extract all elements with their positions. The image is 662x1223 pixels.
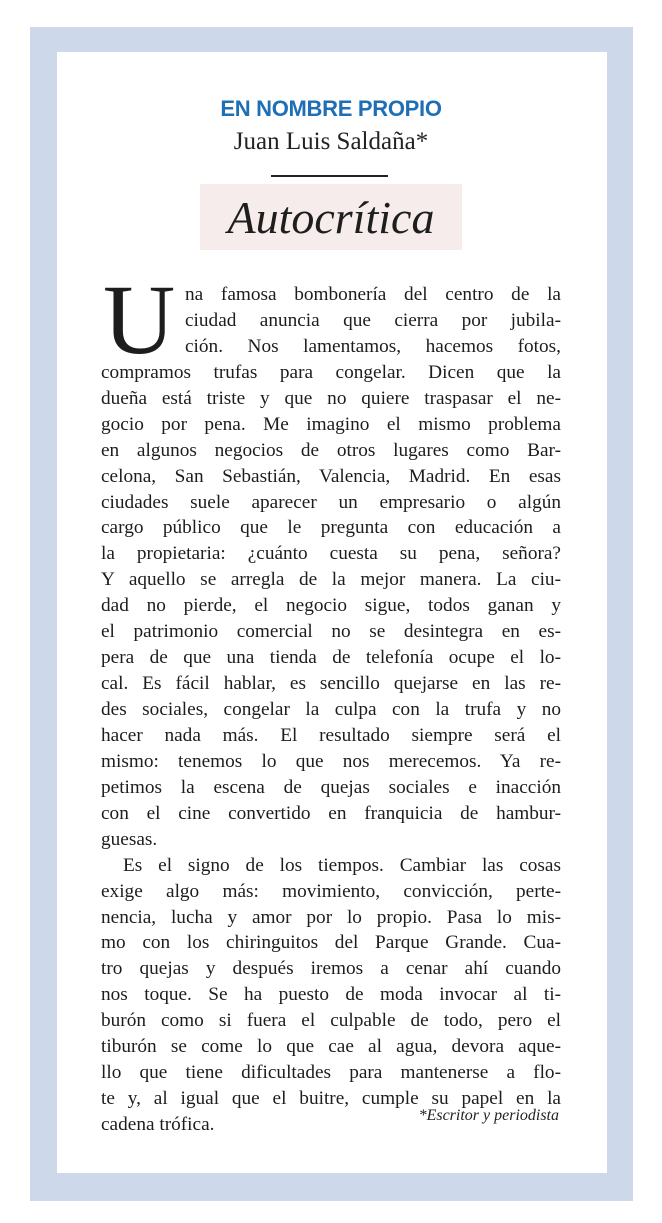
text-line: gocio por pena. Me imagino el mismo problema xyxy=(101,413,561,435)
text-line: con el cine convertido en franquicia de hambur- xyxy=(101,802,561,824)
text-line: cargo público que le pregunta con educación a xyxy=(101,517,561,539)
text-line: llo que tiene dificultades para mantenerse a flo- xyxy=(101,1062,561,1084)
text-line: ciudad anuncia que cierra por jubila- xyxy=(185,309,561,331)
article-body xyxy=(101,282,561,1138)
drop-cap: U xyxy=(103,264,176,375)
text-line: compramos trufas para congelar. Dicen que la xyxy=(101,361,561,383)
text-line: pera de que una tienda de telefonía ocupe el lo- xyxy=(101,647,561,669)
section-kicker: EN NOMBRE PROPIO xyxy=(220,96,442,121)
text-line: hacer nada más. El resultado siempre será el xyxy=(101,724,561,746)
text-line: petimos la escena de quejas sociales e inacción xyxy=(101,776,561,798)
text-line: ción. Nos lamentamos, hacemos fotos, xyxy=(185,335,561,357)
text-line: nencia, lucha y amor por lo propio. Pasa lo mis- xyxy=(101,906,561,928)
text-line: ciudades suele aparecer un empresario o algún xyxy=(101,491,561,513)
text-line: des sociales, congelar la culpa con la trufa y no xyxy=(101,699,561,720)
author-note: *Escritor y periodista xyxy=(418,1107,559,1124)
article-title: Autocrítica xyxy=(227,192,435,243)
text-line: mo con los chiringuitos del Parque Grande. Cua- xyxy=(101,932,561,954)
text-line: guesas. xyxy=(101,828,158,850)
text-line: Es el signo de los tiempos. Cambiar las cosas xyxy=(123,854,561,876)
text-line: el patrimonio comercial no se desintegra en es- xyxy=(101,621,561,643)
text-line: celona, San Sebastián, Valencia, Madrid. En esas xyxy=(101,465,561,487)
text-line: exige algo más: movimiento, convicción, perte- xyxy=(101,880,561,902)
text-line: te y, al igual que el buitre, cumple su papel en la xyxy=(101,1088,561,1110)
text-line: dueña está triste y que no quiere traspasar el ne- xyxy=(101,387,561,409)
text-line: na famosa bombonería del centro de la xyxy=(185,284,561,305)
text-line: mismo: tenemos lo que nos merecemos. Ya re- xyxy=(101,750,561,772)
text-line: tiburón se come lo que cae al agua, devora aque- xyxy=(101,1036,561,1058)
text-line: burón como si fuera el culpable de todo, pero el xyxy=(101,1010,561,1032)
text-line: cal. Es fácil hablar, es sencillo quejarse en las re- xyxy=(101,673,561,695)
author-name: Juan Luis Saldaña* xyxy=(233,128,429,155)
text-line: tro quejas y después iremos a cenar ahí cuando xyxy=(101,958,561,980)
text-line: cadena trófica. xyxy=(101,1114,215,1135)
text-line: la propietaria: ¿cuánto cuesta su pena, señora? xyxy=(101,543,561,565)
divider xyxy=(271,175,388,177)
text-line: dad no pierde, el negocio sigue, todos ganan y xyxy=(101,595,561,617)
text-line: nos toque. Se ha puesto de moda invocar al ti- xyxy=(101,984,561,1006)
text-line: Y aquello se arregla de la mejor manera. La ciu- xyxy=(101,569,561,591)
text-line: en algunos negocios de otros lugares como Bar- xyxy=(101,439,561,461)
